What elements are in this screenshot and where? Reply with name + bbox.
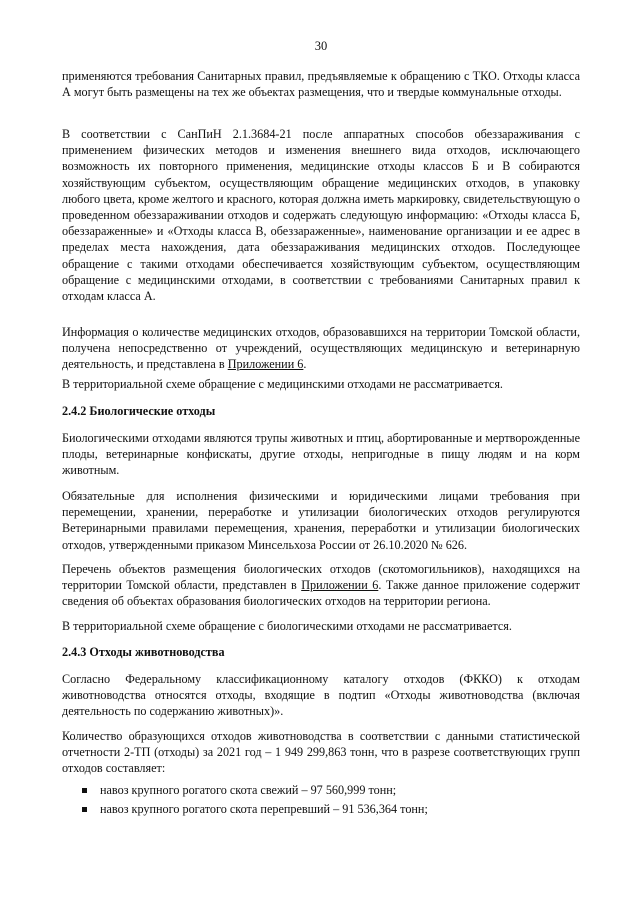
paragraph-medical-not-considered: В территориальной схеме обращение с медицинскими отходами не рассматривается. (62, 377, 503, 391)
paragraph-biological-definition: Биологическими отходами являются трупы животных и птиц, абортированные и мертворожденные плоды, ветеринарные конфискаты, другие отходы, непригодные в пищу людям и на корм животным. (62, 431, 580, 478)
paragraph-medical-info-text: Информация о количестве медицинских отходов, образовавшихся на территории Томской области, получена непосредственно от учреждений, осуществляющих медицинскую и ветеринарную деятельность, и представлена в (62, 325, 580, 372)
paragraph-livestock-amount: Количество образующихся отходов животноводства в соответствии с данными статистической отчетности 2-ТП (отходы) за 2021 год – 1 949 299,863 тонн, что в разрезе соответствующих групп отходов составляет: (62, 729, 580, 776)
section-heading-biological-waste: 2.4.2 Биологические отходы (62, 404, 216, 418)
paragraph-tko-class-a: применяются требования Санитарных правил, предъявляемые к обращению с ТКО. Отходы класса А могут быть размещены на тех же объектах размещения, что и твердые коммунальные отходы. (62, 69, 580, 100)
paragraph-sanpin: В соответствии с СанПиН 2.1.3684-21 после аппаратных способов обеззараживания с применением физических методов и изменения внешнего вида отходов, исключающего возможность их повторного применения, медицинские отходы классов Б и В собираются хозяйствующим субъектом, осуществляющим обращение медицинских отходов, в упаковку любого цвета, кроме желтого и красного, которая должна иметь маркировку, свидетельствующую о проведенном обеззараживании отходов и содержать следующую информацию: «Отходы класса Б, обеззараженные» и «Отходы класса В, обеззараженные», наименование организации и ее адрес в пределах места нахождения, дата обеззараживания медицинских отходов. Последующее обращение с такими отходами обеспечивается хозяйствующим субъектом, осуществляющим обращение с медицинскими отходами, в соответствии с требованиями Санитарных правил к отходам класса А. (62, 127, 580, 304)
list-item-text: навоз крупного рогатого скота перепревший – 91 536,364 тонн; (100, 802, 428, 816)
paragraph-burial-sites-text: Перечень объектов размещения биологических отходов (скотомогильников), находящихся на территории Томской области, представлен в (62, 562, 580, 593)
paragraph-burial-sites (62, 561, 580, 610)
paragraph-medical-info (62, 324, 580, 373)
paragraph-biological-not-considered: В территориальной схеме обращение с биологическими отходами не рассматривается. (62, 619, 512, 633)
paragraph-fkko: Согласно Федеральному классификационному каталогу отходов (ФККО) к отходам животноводства относятся отходы, входящие в подтип «Отходы животноводства (включая деятельность по содержанию животных)». (62, 672, 580, 719)
bullet-square-icon (82, 807, 87, 812)
paragraph-veterinary-rules: Обязательные для исполнения физическими и юридическими лицами требования при перемещении, хранении, переработке и утилизации биологических отходов регулируются Ветеринарными правилами перемещения, хранения, переработки и утилизации биологических отходов, утвержденными приказом Минсельхоза России от 26.10.2020 № 626. (62, 489, 580, 552)
appendix-6-link[interactable]: Приложении 6 (227, 357, 304, 372)
page-number: 30 (314, 39, 328, 53)
paragraph-burial-sites-end: . Также данное приложение содержит сведения об объектах образования биологических отходов на территории региона. (62, 578, 580, 609)
list-item-text: навоз крупного рогатого скота свежий – 97 560,999 тонн; (100, 783, 397, 797)
bullet-square-icon (82, 788, 87, 793)
appendix-6-link-2[interactable]: Приложении 6 (301, 578, 379, 593)
paragraph-medical-info-end: . (303, 357, 307, 372)
section-heading-livestock-waste: 2.4.3 Отходы животноводства (62, 645, 225, 659)
